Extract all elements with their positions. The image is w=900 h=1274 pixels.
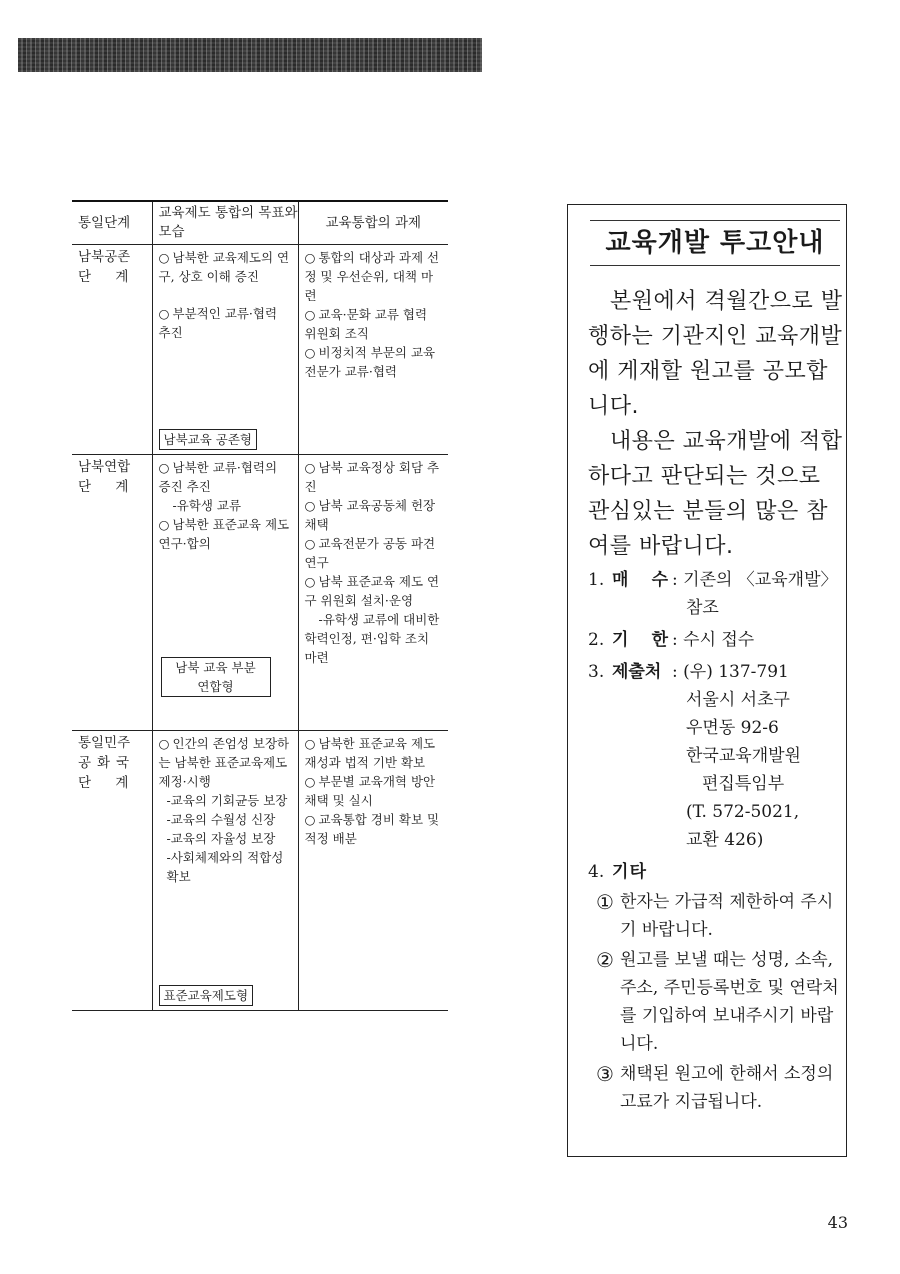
table-row (72, 455, 448, 731)
task-cell (298, 731, 448, 1011)
model-box: 표준교육제도형 (159, 985, 254, 1006)
header-task: 교육통합의 과제 (298, 201, 448, 245)
list-item: ○ 남북한 표준교육 제도재성과 법적 기반 확보 (304, 736, 436, 770)
notice-item-pages: 1. 매 수 : 기존의 〈교육개발〉 참조 (588, 570, 838, 618)
list-item: ② 원고를 보낼 때는 성명, 소속, 주소, 주민등록번호 및 연락처를 기입하여 보내주시기 바랍니다. (596, 948, 839, 1054)
intro-line: 본원에서 격월간으로 발 (610, 289, 843, 314)
stage-cell (72, 731, 152, 1011)
notice-item-address: 3. 제출처 : (우) 137-791 서울시 서초구 우면동 92-6 한국교육개발원 편집특임부 (T. 572-5021, 교환 426) (588, 662, 801, 850)
list-item: ○ 남북 교육공동체 헌장 채택 (304, 498, 436, 532)
model-box: 남북교육 공존형 (159, 429, 258, 450)
list-item: ○ 남북한 교육제도의 연구, 상호 이해 증진 (158, 250, 290, 284)
notice-item-deadline: 2. 기 한 : 수시 접수 (588, 630, 755, 650)
list-item: ○ 남북 교육정상 회담 추진 (304, 460, 440, 494)
intro-line: 하다고 판단되는 것으로 (588, 464, 821, 489)
list-item: ○ 남북한 교류·협력의 증진 추진 (158, 460, 278, 494)
page-number: 43 (827, 1213, 848, 1232)
list-item: -교육의 기회균등 보장 (166, 793, 288, 808)
unification-education-table (72, 200, 448, 1011)
stage-name: 통일민주 (78, 735, 131, 751)
notice-intro (588, 284, 844, 564)
list-item: ○ 교육통합 경비 확보 및 적정 배분 (304, 812, 440, 846)
intro-line: 관심있는 분들의 많은 참 (588, 499, 829, 524)
goal-cell (152, 245, 298, 455)
model-box: 남북 교육 부분 연합형 (161, 657, 271, 697)
list-item: ○ 교육전문가 공동 파견 연구 (304, 536, 436, 570)
stage-name-2: 공화국 (78, 755, 136, 771)
list-item: -유학생 교류에 대비한 학력인정, 편·입학 조치 마련 (304, 612, 440, 665)
task-cell (298, 455, 448, 731)
notice-title-block (590, 220, 840, 266)
list-item: ○ 남북 표준교육 제도 연구 위원회 설치·운영 (304, 574, 440, 608)
submission-notice-box (567, 204, 847, 1157)
intro-line: 니다. (588, 394, 639, 419)
stage-suffix: 단 계 (78, 775, 139, 791)
goal-cell (152, 455, 298, 731)
notice-title: 교육개발 투고안내 (605, 228, 825, 258)
table-row (72, 245, 448, 455)
list-item: ○ 남북한 표준교육 제도 연구·합의 (158, 517, 290, 551)
intro-line: 내용은 교육개발에 적합 (610, 429, 843, 454)
notice-item-etc: 4. 기 타 (588, 862, 646, 882)
list-item: -유학생 교류 (172, 498, 242, 513)
stage-suffix: 단 계 (78, 479, 139, 495)
list-item: ○ 비정치적 부문의 교육 전문가 교류·협력 (304, 345, 436, 379)
list-item: ① 한자는 가급적 제한하여 주시기 바랍니다. (596, 890, 834, 940)
task-cell (298, 245, 448, 455)
list-item: ③ 채택된 원고에 한해서 소정의 고료가 지급됩니다. (596, 1062, 834, 1112)
stage-cell (72, 455, 152, 731)
notice-items (588, 566, 842, 1118)
goal-cell (152, 731, 298, 1011)
stage-suffix: 단 계 (78, 269, 139, 285)
list-item: ○ 부문별 교육개혁 방안 채택 및 실시 (304, 774, 436, 808)
list-item: -사회체제와의 적합성 확보 (166, 850, 284, 884)
header-bar-decoration (18, 38, 482, 72)
etc-list (588, 888, 842, 1116)
table-row (72, 731, 448, 1011)
stage-name: 남북연합 (78, 459, 131, 475)
stage-cell (72, 245, 152, 455)
list-item: -교육의 수월성 신장 (166, 812, 276, 827)
intro-line: 에 게재할 원고를 공모합 (588, 359, 829, 384)
header-stage: 통일단계 (72, 201, 152, 245)
list-item: ○ 교육·문화 교류 협력 위원회 조직 (304, 307, 428, 341)
list-item: ○ 통합의 대상과 과제 선정 및 우선순위, 대책 마련 (304, 250, 440, 303)
header-goal: 교육제도 통합의 목표와 모습 (152, 201, 298, 245)
stage-name: 남북공존 (78, 249, 131, 265)
list-item: ○ 부분적인 교류·협력 추진 (158, 306, 278, 340)
intro-line: 행하는 기관지인 교육개발 (588, 324, 843, 349)
list-item: -교육의 자율성 보장 (166, 831, 276, 846)
list-item: ○ 인간의 존엄성 보장하는 남북한 표준교육제도 제정·시행 (158, 736, 290, 789)
intro-line: 여를 바랍니다. (588, 534, 734, 559)
